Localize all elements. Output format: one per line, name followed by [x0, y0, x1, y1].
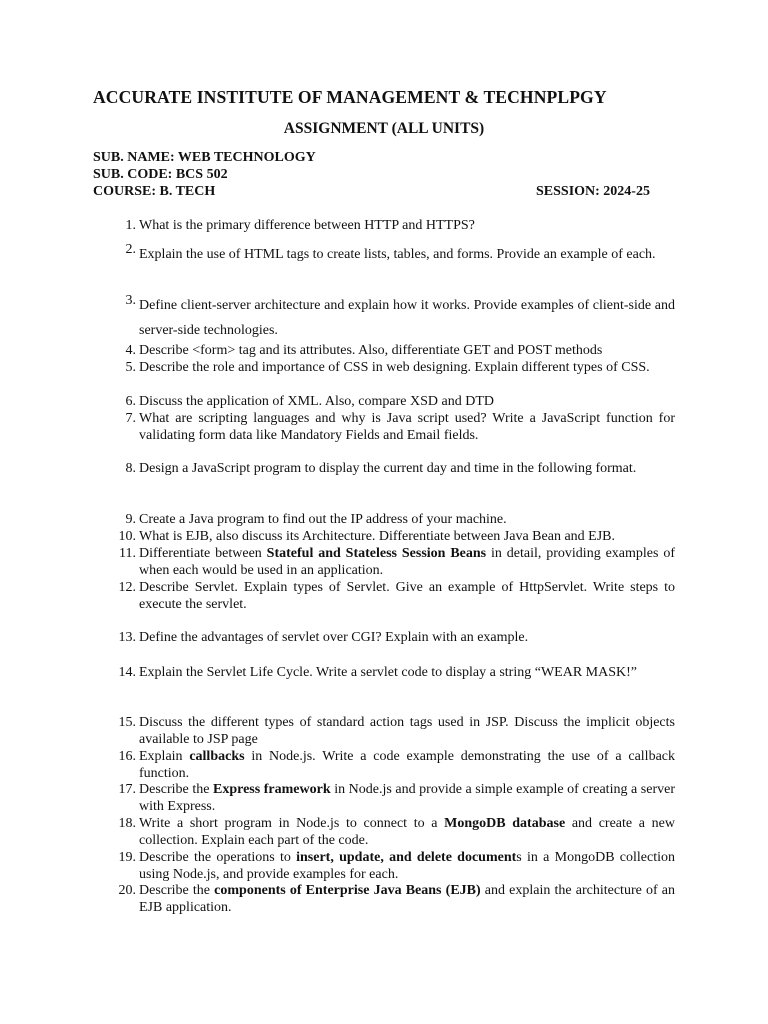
question-text-part: Describe the — [139, 883, 215, 898]
question-text-bold: insert, update, and delete document — [296, 850, 517, 865]
question-item — [104, 850, 675, 884]
question-text-part: What is the primary difference between HTTP and HTTPS? — [139, 218, 475, 233]
question-text — [139, 394, 675, 411]
question-number: 7. — [125, 411, 136, 426]
question-text-part: Design a JavaScript program to display the current day and time in the following format. — [139, 461, 637, 476]
question-text — [139, 715, 675, 749]
question-text — [139, 293, 675, 343]
question-item — [104, 242, 675, 267]
course: COURSE: B. TECH — [93, 184, 216, 199]
question-text — [139, 850, 675, 884]
subject-code: SUB. CODE: BCS 502 — [93, 167, 228, 182]
question-text-part: in Node.js. Write a code example demonstrating the use of a callback function. — [139, 749, 675, 781]
question-text-part: Describe Servlet. Explain types of Servlet. Give an example of HttpServlet. Write steps to execute the servlet. — [139, 580, 675, 612]
question-number: 5. — [125, 360, 136, 375]
question-text — [139, 883, 675, 917]
question-text-part: Write a short program in Node.js to connect to a — [139, 816, 445, 831]
question-text — [139, 529, 675, 546]
question-number: 2. — [125, 242, 136, 257]
question-text — [139, 242, 675, 267]
question-number: 14. — [118, 665, 136, 680]
question-number: 4. — [125, 343, 136, 358]
question-number: 13. — [118, 630, 136, 645]
question-text-part: Discuss the different types of standard action tags used in JSP. Discuss the implicit objects available to JSP page — [139, 715, 675, 747]
question-text-part: Explain the use of HTML tags to create lists, tables, and forms. Provide an example of each. — [139, 247, 656, 262]
question-text-part: Differentiate between — [139, 546, 267, 561]
question-text — [139, 218, 675, 235]
question-text-part: Describe <form> tag and its attributes. Also, differentiate GET and POST methods — [139, 343, 603, 358]
question-text — [139, 411, 675, 445]
question-text-part: Define the advantages of servlet over CGI? Explain with an example. — [139, 630, 529, 645]
question-text-part: Explain the Servlet Life Cycle. Write a servlet code to display a string “WEAR MASK!” — [139, 665, 637, 680]
question-number: 12. — [118, 580, 136, 595]
question-item — [104, 816, 675, 850]
question-text — [139, 749, 675, 783]
question-text-part: in Node.js and provide a simple example of creating a server with Express. — [139, 782, 676, 814]
question-item — [104, 580, 675, 614]
question-number: 15. — [118, 715, 136, 730]
question-number: 16. — [118, 749, 136, 764]
question-text — [139, 630, 675, 647]
question-item — [104, 782, 675, 816]
question-item — [104, 529, 675, 546]
question-text — [139, 461, 675, 478]
question-text-part: Explain — [139, 749, 190, 764]
question-text-bold: Express framework — [213, 782, 331, 797]
question-item — [104, 394, 675, 411]
question-number: 9. — [125, 512, 136, 527]
question-item — [104, 360, 675, 377]
question-text — [139, 546, 675, 580]
question-item — [104, 630, 675, 647]
question-text — [139, 665, 675, 682]
question-text-bold: components of Enterprise Java Beans (EJB) — [214, 883, 481, 898]
question-text-part: s in a MongoDB collection using Node.js, and provide examples for each. — [139, 850, 675, 882]
question-text — [139, 343, 675, 360]
question-number: 1. — [125, 218, 136, 233]
question-number: 18. — [118, 816, 136, 831]
question-item — [104, 293, 675, 343]
question-item — [104, 546, 675, 580]
subject-name: SUB. NAME: WEB TECHNOLOGY — [93, 150, 316, 165]
question-text-part: What are scripting languages and why is Java script used? Write a JavaScript function for validating form data like Mandatory Fields and Email fields. — [139, 411, 675, 443]
question-text-bold: Stateful and Stateless Session Beans — [266, 546, 487, 561]
question-item — [104, 715, 675, 749]
question-text — [139, 782, 675, 816]
question-text-part: Describe the — [139, 782, 213, 797]
question-text — [139, 580, 675, 614]
question-text-part: Create a Java program to find out the IP address of your machine. — [139, 512, 507, 527]
question-item — [104, 411, 675, 445]
question-item — [104, 343, 675, 360]
question-number: 11. — [119, 546, 136, 561]
question-item — [104, 512, 675, 529]
question-number: 20. — [118, 883, 136, 898]
question-text — [139, 512, 675, 529]
question-text-part: Describe the operations to — [139, 850, 297, 865]
question-number: 17. — [118, 782, 136, 797]
question-text — [139, 360, 675, 377]
question-item — [104, 749, 675, 783]
question-number: 10. — [118, 529, 136, 544]
session: SESSION: 2024-25 — [536, 184, 650, 199]
question-number: 19. — [118, 850, 136, 865]
question-number: 6. — [125, 394, 136, 409]
question-text-part: and create a new collection. Explain each part of the code. — [139, 816, 675, 848]
assignment-title: ASSIGNMENT (ALL UNITS) — [283, 120, 485, 137]
question-number: 8. — [125, 461, 136, 476]
question-item — [104, 461, 675, 478]
question-text-part: Define client-server architecture and explain how it works. Provide examples of client-side and server-side technologies. — [139, 298, 675, 338]
question-text-bold: callbacks — [189, 749, 245, 764]
question-text-bold: MongoDB database — [444, 816, 566, 831]
question-text-part: in detail, providing examples of when each would be used in an application. — [139, 546, 675, 578]
institute-title: ACCURATE INSTITUTE OF MANAGEMENT & TECHNPLPGY — [93, 87, 607, 107]
question-item — [104, 218, 675, 235]
question-item — [104, 665, 675, 682]
question-item — [104, 883, 675, 917]
question-number: 3. — [125, 293, 136, 308]
question-text-part: Discuss the application of XML. Also, compare XSD and DTD — [139, 394, 494, 409]
question-text — [139, 816, 675, 850]
question-text-part: Describe the role and importance of CSS in web designing. Explain different types of CSS. — [139, 360, 650, 375]
question-text-part: and explain the architecture of an EJB application. — [139, 883, 675, 915]
question-text-part: What is EJB, also discuss its Architecture. Differentiate between Java Bean and EJB. — [139, 529, 615, 544]
